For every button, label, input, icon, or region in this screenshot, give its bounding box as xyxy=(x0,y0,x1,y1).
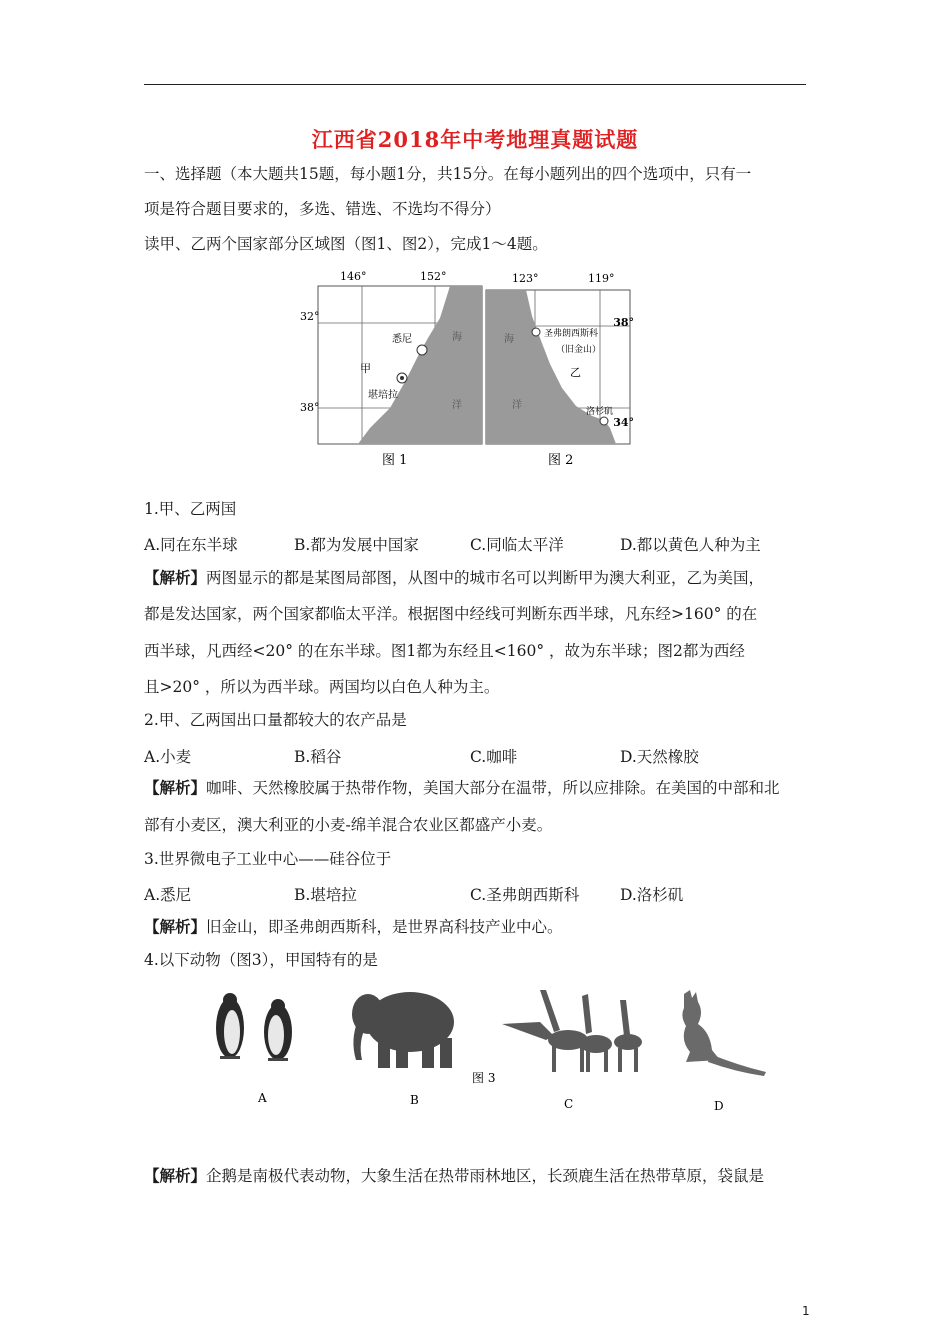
fig2-lon-119: 119° xyxy=(588,272,615,285)
fig1-sea-area xyxy=(358,286,482,444)
page-title: 江西省2018年中考地理真题试题 xyxy=(311,127,639,152)
elephant-icon xyxy=(352,992,454,1068)
fig1-lon-152: 152° xyxy=(420,270,447,283)
q2-analysis-tag: 【解析】 xyxy=(144,778,207,797)
animal-label-c: C xyxy=(564,1097,574,1111)
q1-option-b: B.都为发展中国家 xyxy=(294,536,419,554)
penguin-icon xyxy=(216,993,292,1061)
giraffe-icon xyxy=(502,990,642,1072)
fig1-caption: 图 1 xyxy=(382,453,408,468)
fig1-lon-146: 146° xyxy=(340,270,367,283)
fig1-city-canberra: 堪培拉 xyxy=(368,390,398,401)
q4-analysis-text: 企鹅是南极代表动物，大象生活在热带雨林地区，长颈鹿生活在热带草原，袋鼠是 xyxy=(206,1167,765,1185)
fig2-city-la: 洛杉矶 xyxy=(586,407,614,417)
section-intro-line-1: 一、选择题（本大题共15题，每小题1分，共15分。在每小题列出的四个选项中，只有一 xyxy=(144,165,752,183)
q2-analysis-line-1 xyxy=(144,778,814,798)
fig2-city-sf: 圣弗朗西斯科 xyxy=(544,329,599,339)
q2-analysis-line-2: 部有小麦区，澳大利亚的小麦-绵羊混合农业区都盛产小麦。 xyxy=(144,816,553,834)
san-francisco-marker xyxy=(532,328,540,336)
q1-option-a: A.同在东半球 xyxy=(144,536,238,554)
q1-analysis-tag: 【解析】 xyxy=(144,568,207,587)
fig1-lat-32: 32° xyxy=(300,310,320,323)
q2-analysis-text-1: 咖啡、天然橡胶属于热带作物，美国大部分在温带，所以应排除。在美国的中部和北 xyxy=(206,779,780,797)
q3-analysis-tag: 【解析】 xyxy=(144,917,207,936)
fig2-sea-label-1: 海 xyxy=(504,334,514,345)
q3-analysis-line xyxy=(144,917,814,937)
fig2-lat-34: 34° xyxy=(613,416,634,429)
q4-analysis-line xyxy=(144,1166,814,1186)
canberra-capital-dot xyxy=(400,376,404,380)
q3-option-c: C.圣弗朗西斯科 xyxy=(470,886,580,904)
q3-option-d: D.洛杉矶 xyxy=(620,886,684,904)
q2-option-a: A.小麦 xyxy=(144,748,192,766)
header-rule xyxy=(144,84,806,85)
kangaroo-icon xyxy=(682,990,766,1076)
q3-stem: 3.世界微电子工业中心——硅谷位于 xyxy=(144,850,392,868)
map-figure xyxy=(300,268,638,478)
q2-option-d: D.天然橡胶 xyxy=(620,748,699,766)
fig1-country-label: 甲 xyxy=(360,362,371,375)
q2-stem: 2.甲、乙两国出口量都较大的农产品是 xyxy=(144,711,407,729)
q1-analysis-line-2: 都是发达国家，两个国家都临太平洋。根据图中经线可判断东西半球，凡东经>160° 的在 xyxy=(144,605,758,623)
q1-analysis-line-1 xyxy=(144,568,814,588)
animals-figure xyxy=(200,980,780,1120)
fig1-sea-label-1: 海 xyxy=(452,332,462,343)
q3-option-a: A.悉尼 xyxy=(144,886,192,904)
q4-stem: 4.以下动物（图3），甲国特有的是 xyxy=(144,951,378,969)
q1-analysis-line-3: 西半球，凡西经<20° 的在东半球。图1都为东经且<160° ，故为东半球；图2都为西经 xyxy=(144,642,745,660)
animal-label-a: A xyxy=(258,1091,267,1105)
q4-analysis-tag: 【解析】 xyxy=(144,1166,207,1185)
q3-analysis-text: 旧金山，即圣弗朗西斯科，是世界高科技产业中心。 xyxy=(206,918,563,936)
fig2-lon-123: 123° xyxy=(512,272,539,285)
q1-option-d: D.都以黄色人种为主 xyxy=(620,536,761,554)
fig2-lat-38: 38° xyxy=(613,316,634,329)
q1-analysis-line-4: 且>20° ，所以为西半球。两国均以白色人种为主。 xyxy=(144,678,500,696)
q2-option-c: C.咖啡 xyxy=(470,748,518,766)
fig1-sea-label-2: 洋 xyxy=(452,400,462,411)
animal-label-b: B xyxy=(410,1093,419,1107)
animal-label-d: D xyxy=(714,1099,724,1113)
q1-analysis-text-1: 两图显示的都是某图局部图，从图中的城市名可以判断甲为澳大利亚，乙为美国， xyxy=(206,569,765,587)
q2-option-b: B.稻谷 xyxy=(294,748,342,766)
fig2-city-sf-alt: （旧金山） xyxy=(556,345,602,355)
page-number: 1 xyxy=(802,1304,810,1318)
q1-option-c: C.同临太平洋 xyxy=(470,536,564,554)
fig1-city-sydney: 悉尼 xyxy=(392,334,412,345)
fig2-sea-label-2: 洋 xyxy=(512,400,522,411)
fig2-sea-area xyxy=(486,290,616,444)
figure3-caption: 图 3 xyxy=(472,1071,496,1085)
section-intro-line-2: 项是符合题目要求的，多选、错选、不选均不得分） xyxy=(144,200,501,218)
fig1-lat-38: 38° xyxy=(300,401,320,414)
q1-stem: 1.甲、乙两国 xyxy=(144,500,237,518)
q1-options xyxy=(144,533,814,553)
fig2-caption: 图 2 xyxy=(548,453,574,468)
fig2-country-label: 乙 xyxy=(570,366,581,379)
q3-option-b: B.堪培拉 xyxy=(294,886,357,904)
sydney-marker xyxy=(417,345,427,355)
read-instruction: 读甲、乙两个国家部分区域图（图1、图2），完成1～4题。 xyxy=(144,235,548,253)
los-angeles-marker xyxy=(600,417,608,425)
q3-options xyxy=(144,883,814,903)
q2-options xyxy=(144,745,814,765)
